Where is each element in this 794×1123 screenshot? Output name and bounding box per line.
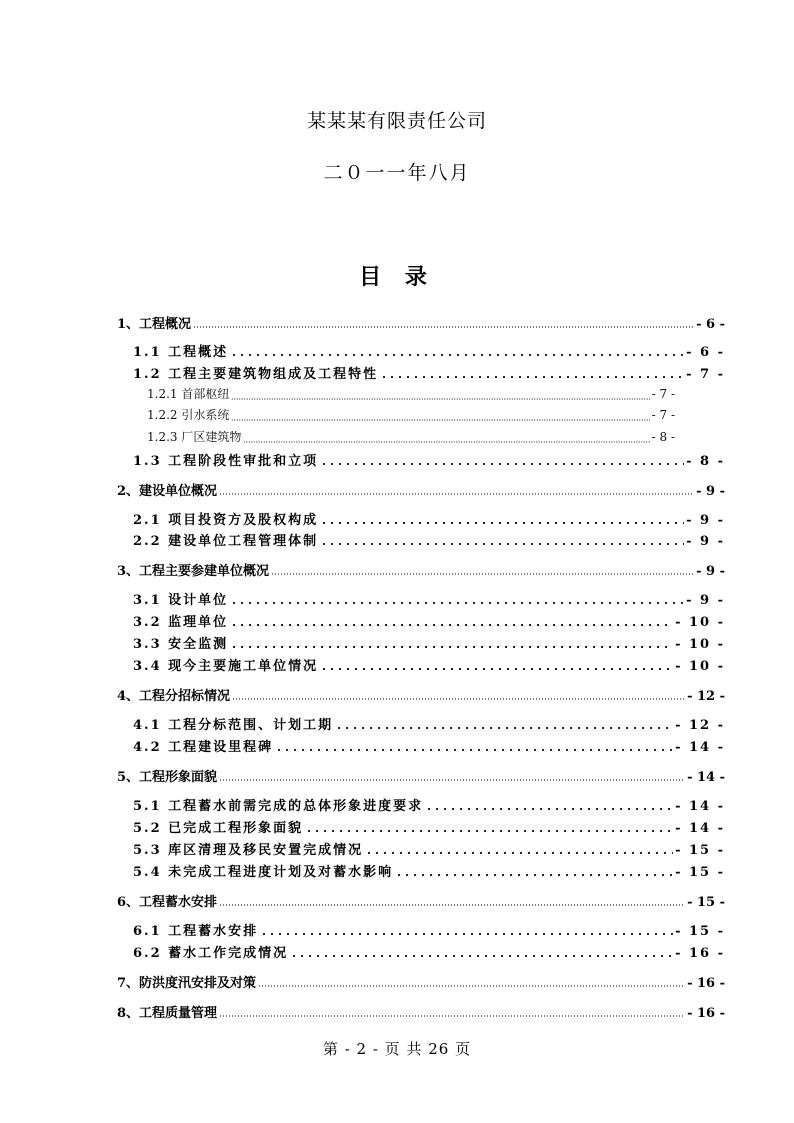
dot-leader — [275, 748, 673, 752]
toc-entry[interactable] — [133, 589, 725, 609]
toc-entry-page: - 16 - — [687, 976, 725, 991]
toc-entry-label: 1.2.1 首部枢纽 — [147, 387, 230, 401]
toc-entry-label: 1.2.2 引水系统 — [147, 408, 230, 422]
toc-entry[interactable] — [147, 406, 675, 426]
dot-leader — [305, 829, 673, 833]
toc-entry-page: - 10 - — [675, 659, 725, 674]
document-date: 二０一一年八月 — [323, 162, 471, 184]
toc-entry-label: 3.4 现今主要施工单位情况 — [133, 659, 319, 674]
dot-leader — [230, 623, 673, 627]
toc-entry-label: 2.2 建设单位工程管理体制 — [133, 534, 319, 549]
toc-entry-label: 3.2 监理单位 — [133, 615, 229, 630]
toc-entry-label: 1.1 工程概述 — [133, 345, 229, 360]
toc-entry[interactable] — [117, 766, 725, 786]
toc-entry-label: 3、工程主要参建单位概况 — [117, 564, 270, 579]
toc-entry-label: 1.2 工程主要建筑物组成及工程特性 — [133, 367, 379, 382]
toc-entry[interactable] — [147, 385, 675, 405]
toc-entry-page: - 15 - — [687, 895, 725, 910]
toc-entry-label: 5、工程形象面貌 — [117, 770, 218, 785]
toc-entry[interactable] — [133, 509, 725, 529]
toc-entry[interactable] — [133, 530, 725, 550]
dot-leader — [425, 807, 673, 811]
dot-leader — [230, 645, 673, 649]
toc-entry-label: 1、工程概况 — [117, 317, 192, 332]
toc-entry-page: - 9 - — [686, 593, 725, 608]
toc-entry-page: - 8 - — [686, 454, 725, 469]
dot-leader — [232, 697, 685, 701]
toc-entry-label: 1.3 工程阶段性审批和立项 — [133, 454, 319, 469]
toc-entry-page: - 9 - — [686, 513, 725, 528]
toc-entry[interactable] — [133, 920, 725, 940]
dot-leader — [230, 353, 684, 357]
dot-leader — [395, 873, 673, 877]
toc-entry[interactable] — [133, 861, 725, 881]
toc-entry-page: - 16 - — [675, 946, 725, 961]
toc-entry[interactable] — [117, 313, 725, 333]
toc-entry-page: - 10 - — [675, 615, 725, 630]
dot-leader — [260, 932, 673, 936]
dot-leader — [258, 984, 685, 988]
toc-entry-page: - 10 - — [675, 637, 725, 652]
toc-entry[interactable] — [133, 611, 725, 631]
dot-leader — [219, 1014, 685, 1018]
company-name: 某某某有限责任公司 — [306, 110, 487, 132]
dot-leader — [380, 375, 684, 379]
toc-title: 目 录 — [359, 264, 435, 290]
toc-entry-page: - 6 - — [696, 317, 725, 332]
toc-entry-label: 6.1 工程蓄水安排 — [133, 924, 259, 939]
dot-leader — [320, 542, 684, 546]
toc-entry-label: 3.1 设计单位 — [133, 593, 229, 608]
dot-leader — [219, 778, 685, 782]
dot-leader — [335, 726, 673, 730]
dot-leader — [230, 601, 684, 605]
toc-entry-page: - 14 - — [675, 821, 725, 836]
dot-leader — [231, 397, 649, 401]
toc-entry-page: - 15 - — [675, 843, 725, 858]
toc-entry[interactable] — [117, 560, 725, 580]
toc-entry-page: - 7 - — [651, 408, 675, 422]
dot-leader — [219, 492, 694, 496]
toc-entry[interactable] — [117, 972, 725, 992]
toc-entry-label: 7、防洪度汛安排及对策 — [117, 976, 257, 991]
toc-entry[interactable] — [133, 655, 725, 675]
toc-entry-label: 4.2 工程建设里程碑 — [133, 740, 274, 755]
dot-leader — [365, 851, 673, 855]
dot-leader — [193, 325, 694, 329]
toc-entry-label: 8、工程质量管理 — [117, 1006, 218, 1021]
toc-entry[interactable] — [133, 341, 725, 361]
toc-entry-page: - 7 - — [651, 387, 675, 401]
dot-leader — [231, 418, 649, 422]
toc-entry-label: 6、工程蓄水安排 — [117, 895, 218, 910]
toc-entry-label: 1.2.3 厂区建筑物 — [147, 430, 242, 444]
toc-entry[interactable] — [133, 363, 725, 383]
toc-entry-page: - 7 - — [686, 367, 725, 382]
toc-entry-page: - 15 - — [675, 865, 725, 880]
toc-entry[interactable] — [133, 450, 725, 470]
toc-entry-label: 6.2 蓄水工作完成情况 — [133, 946, 289, 961]
toc-entry-label: 5.1 工程蓄水前需完成的总体形象进度要求 — [133, 799, 424, 814]
toc-entry-page: - 9 - — [696, 564, 725, 579]
toc-entry-page: - 12 - — [687, 689, 725, 704]
toc-entry-label: 4、工程分招标情况 — [117, 689, 231, 704]
dot-leader — [320, 667, 673, 671]
toc-entry[interactable] — [133, 633, 725, 653]
toc-entry[interactable] — [133, 817, 725, 837]
toc-entry-page: - 12 - — [675, 718, 725, 733]
toc-entry-page: - 15 - — [675, 924, 725, 939]
toc-entry-label: 5.4 未完成工程进度计划及对蓄水影响 — [133, 865, 394, 880]
toc-entry-page: - 14 - — [687, 770, 725, 785]
toc-entry-page: - 14 - — [675, 799, 725, 814]
toc-entry-label: 5.2 已完成工程形象面貌 — [133, 821, 304, 836]
toc-entry-page: - 8 - — [651, 430, 675, 444]
toc-entry-label: 5.3 库区清理及移民安置完成情况 — [133, 843, 364, 858]
dot-leader — [271, 572, 694, 576]
dot-leader — [320, 462, 684, 466]
toc-entry[interactable] — [133, 714, 725, 734]
toc-entry[interactable] — [147, 428, 675, 448]
toc-entry-page: - 14 - — [675, 740, 725, 755]
toc-entry[interactable] — [133, 839, 725, 859]
toc-entry[interactable] — [117, 480, 725, 500]
toc-entry[interactable] — [117, 1002, 725, 1022]
dot-leader — [290, 954, 673, 958]
toc-entry[interactable] — [117, 685, 725, 705]
dot-leader — [243, 440, 649, 444]
toc-entry-page: - 9 - — [686, 534, 725, 549]
toc-entry-page: - 9 - — [696, 484, 725, 499]
toc-entry-page: - 6 - — [686, 345, 725, 360]
toc-entry-label: 4.1 工程分标范围、计划工期 — [133, 718, 334, 733]
toc-entry-label: 3.3 安全监测 — [133, 637, 229, 652]
toc-entry[interactable] — [133, 795, 725, 815]
toc-entry-page: - 16 - — [687, 1006, 725, 1021]
toc-entry[interactable] — [133, 942, 725, 962]
page-footer: 第 - 2 - 页 共 26 页 — [322, 1040, 472, 1058]
toc-entry[interactable] — [117, 891, 725, 911]
toc-entry-label: 2.1 项目投资方及股权构成 — [133, 513, 319, 528]
dot-leader — [219, 903, 685, 907]
toc-entry[interactable] — [133, 736, 725, 756]
toc-entry-label: 2、建设单位概况 — [117, 484, 218, 499]
dot-leader — [320, 521, 684, 525]
